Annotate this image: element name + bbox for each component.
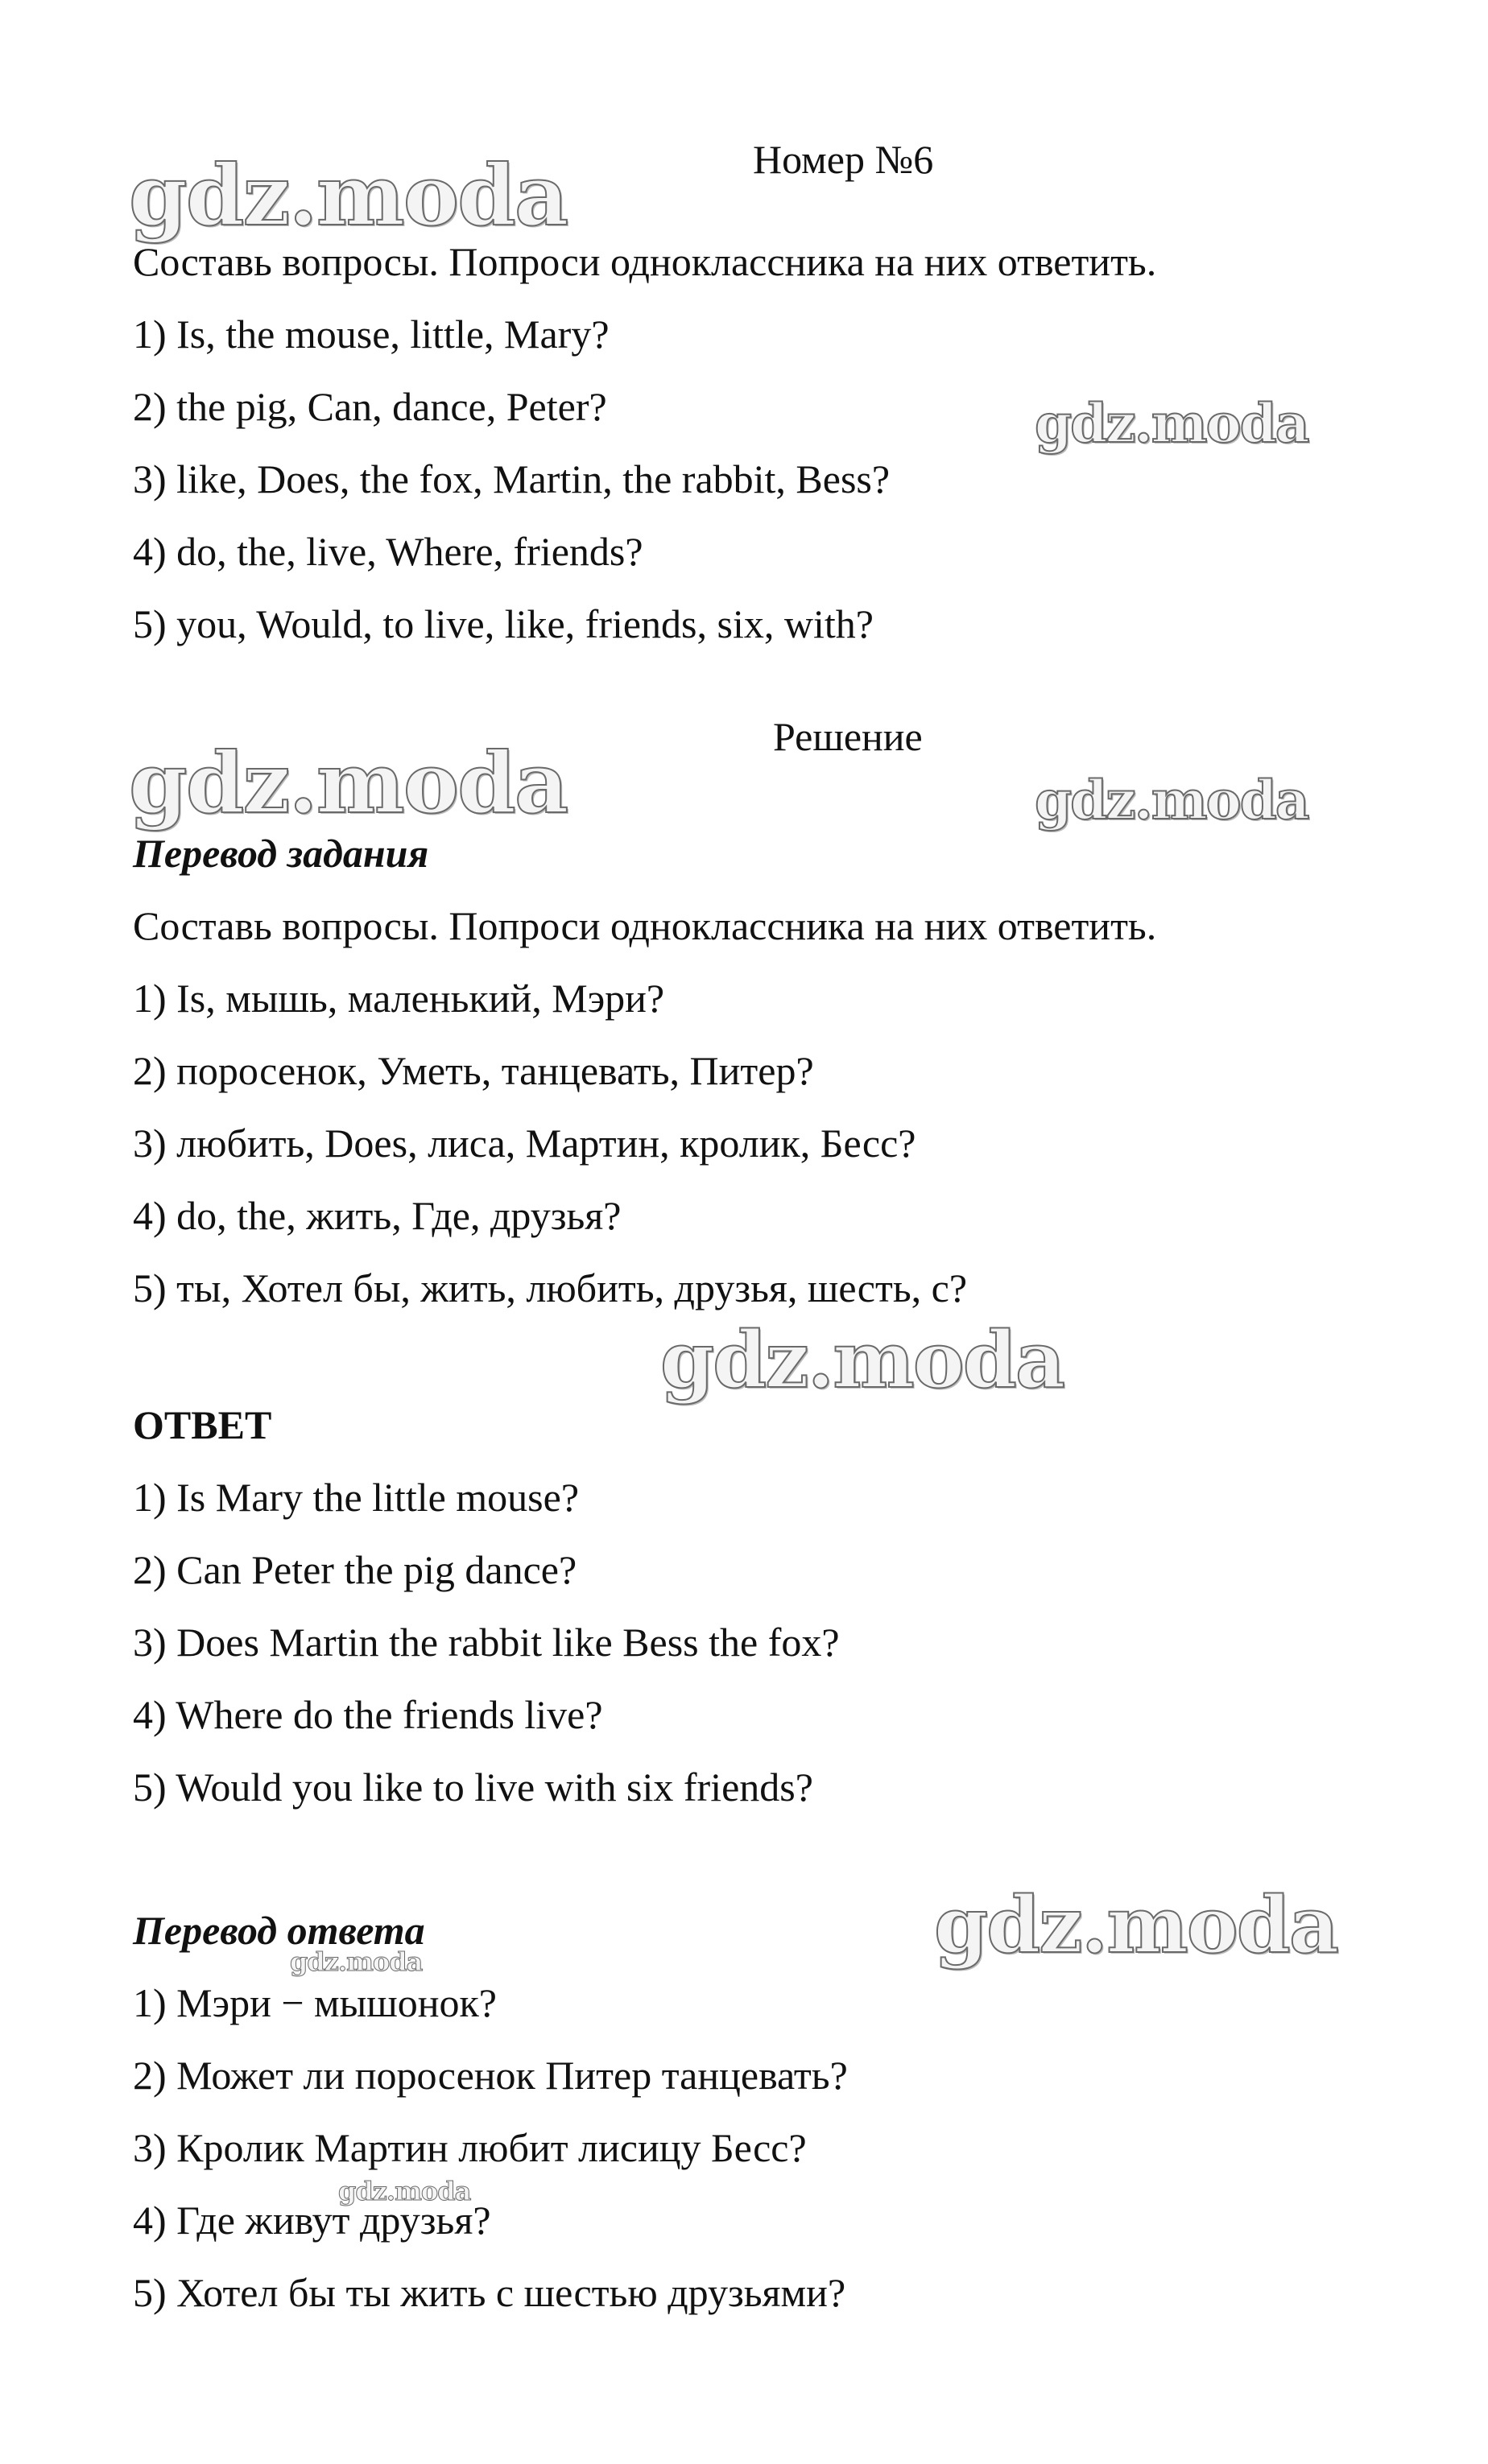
answer-translation-item: 5) Хотел бы ты жить с шестью друзьями? <box>133 2270 846 2315</box>
task-item: 2) the pig, Can, dance, Peter? <box>133 384 607 429</box>
solution-title: Решение <box>773 714 923 759</box>
translation-item: 5) ты, Хотел бы, жить, любить, друзья, шесть, с? <box>133 1265 968 1310</box>
translation-item: 3) любить, Does, лиса, Мартин, кролик, Бесс? <box>133 1121 916 1166</box>
task-number: Номер №6 <box>753 137 934 182</box>
answer-heading: ОТВЕТ <box>133 1402 272 1447</box>
translation-heading: Перевод задания <box>133 831 429 876</box>
translation-item: 1) Is, мышь, маленький, Мэри? <box>133 976 665 1021</box>
watermark-logo: gdz.moda <box>1035 769 1308 832</box>
translation-item: 4) do, the, жить, Где, друзья? <box>133 1193 622 1238</box>
watermark-logo: gdz.moda <box>660 1315 1064 1405</box>
watermark-logo: gdz.moda <box>129 146 568 245</box>
translation-item: 2) поросенок, Уметь, танцевать, Питер? <box>133 1048 814 1093</box>
answer-translation-item: 3) Кролик Мартин любит лисицу Бесс? <box>133 2125 807 2170</box>
answer-translation-heading: Перевод ответа <box>133 1908 425 1953</box>
task-item: 3) like, Does, the fox, Martin, the rabbit, Bess? <box>133 456 891 501</box>
watermark-logo: gdz.moda <box>1035 392 1308 455</box>
answer-item: 4) Where do the friends live? <box>133 1692 603 1737</box>
task-instruction: Составь вопросы. Попроси одноклассника на них ответить. <box>133 239 1157 284</box>
task-item: 4) do, the, live, Where, friends? <box>133 529 643 574</box>
task-item: 5) you, Would, to live, like, friends, six, with? <box>133 601 874 646</box>
watermark-logo: gdz.moda <box>290 1946 423 1977</box>
task-item: 1) Is, the mouse, little, Mary? <box>133 312 610 357</box>
translation-instruction: Составь вопросы. Попроси одноклассника на них ответить. <box>133 903 1157 948</box>
watermark-logo: gdz.moda <box>934 1880 1338 1971</box>
answer-translation-item: 1) Мэри − мышонок? <box>133 1980 498 2025</box>
answer-translation-item: 4) Где живут друзья? <box>133 2198 491 2243</box>
answer-translation-item: 2) Может ли поросенок Питер танцевать? <box>133 2053 848 2098</box>
answer-item: 3) Does Martin the rabbit like Bess the fox? <box>133 1620 840 1665</box>
watermark-logo: gdz.moda <box>338 2176 471 2206</box>
answer-item: 1) Is Mary the little mouse? <box>133 1475 580 1520</box>
watermark-logo: gdz.moda <box>129 733 568 832</box>
answer-item: 5) Would you like to live with six friends? <box>133 1764 813 1810</box>
answer-item: 2) Can Peter the pig dance? <box>133 1547 577 1592</box>
